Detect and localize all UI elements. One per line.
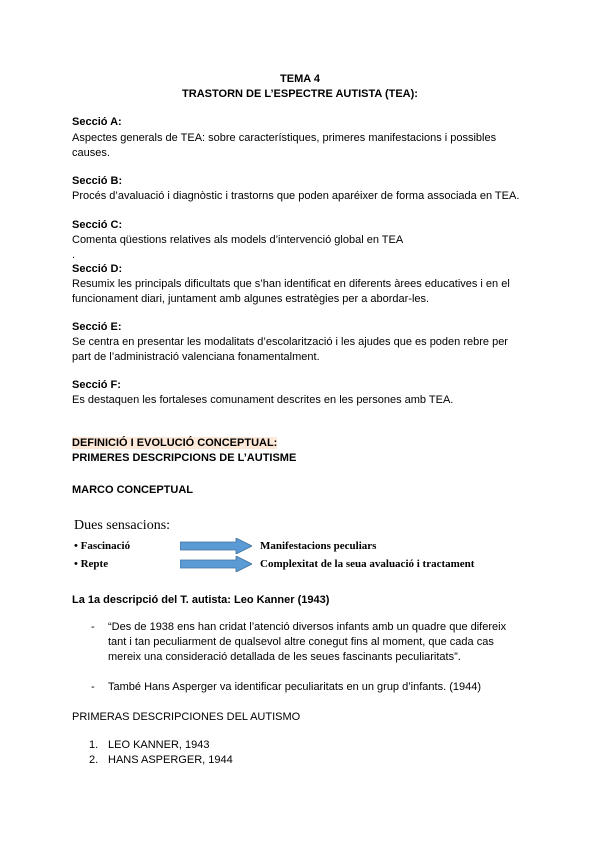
list-number: 1. (89, 739, 99, 751)
definition-heading: DEFINICIÓ I EVOLUCIÓ CONCEPTUAL: (72, 437, 278, 449)
kanner-quote-line: mereix una consideració detallada de les seues fascinants peculiaritats”. (108, 651, 461, 663)
section-d-line: Resumix les principals dificultats que s’han identificat en diferents àrees educatives i en el (72, 278, 510, 290)
section-d-line: funcionament diari, juntament amb algunes estratègies per a abordar-les. (72, 293, 430, 305)
section-c-label: Secció C: (72, 219, 123, 231)
section-b-line: Procés d’avaluació i diagnòstic i trastorns que poden aparéixer de forma associada en TEA. (72, 190, 520, 202)
section-d-label: Secció D: (72, 263, 123, 275)
definition-subheading: PRIMERES DESCRIPCIONS DE L’AUTISME (72, 452, 297, 464)
section-a-label: Secció A: (72, 116, 122, 128)
section-a-line: causes. (72, 147, 110, 159)
section-c-line: . (72, 249, 76, 261)
bullet-marker: - (91, 681, 95, 693)
section-e-line: part de l’administració valenciana fonamentalment. (72, 351, 320, 363)
list-item-asperger: HANS ASPERGER, 1944 (108, 754, 233, 766)
bullet-marker: - (91, 621, 95, 633)
section-f-line: Es destaquen les fortaleses comunament descrites en les persones amb TEA. (72, 394, 454, 406)
section-e-line: Se centra en presentar les modalitats d’escolarització i les ajudes que es poden rebre per (72, 336, 508, 348)
diagram-right-complexitat: Complexitat de la seua avaluació i tractament (260, 558, 475, 570)
right-arrow-icon (180, 538, 252, 554)
asperger-line: També Hans Asperger va identificar peculiaritats en un grup d’infants. (1944) (108, 681, 481, 693)
list-item-kanner: LEO KANNER, 1943 (108, 739, 210, 751)
section-f-label: Secció F: (72, 379, 121, 391)
primeras-heading: PRIMERAS DESCRIPCIONES DEL AUTISMO (72, 711, 301, 723)
kanner-quote-line: tant i tan peculiarment de qualsevol altre conegut fins al moment, que cada cas (108, 636, 494, 648)
marco-heading: MARCO CONCEPTUAL (72, 484, 193, 496)
diagram-right-manifestacions: Manifestacions peculiars (260, 540, 377, 552)
diagram-left-fascinacio: • Fascinació (74, 540, 131, 552)
kanner-heading: La 1a descripció del T. autista: Leo Kanner (1943) (72, 594, 330, 606)
page-title: TRASTORN DE L’ESPECTRE AUTISTA (TEA): (182, 88, 418, 100)
list-number: 2. (89, 754, 99, 766)
section-e-label: Secció E: (72, 321, 122, 333)
kanner-quote-line: “Des de 1938 ens han cridat l’atenció diversos infants amb un quadre que difereix (108, 621, 507, 633)
section-a-line: Aspectes generals de TEA: sobre característiques, primeres manifestacions i possibles (72, 132, 497, 144)
right-arrow-icon (180, 556, 252, 572)
diagram-left-repte: • Repte (74, 558, 109, 570)
section-b-label: Secció B: (72, 175, 123, 187)
diagram-title: Dues sensacions: (74, 518, 171, 533)
section-c-line: Comenta qüestions relatives als models d’intervenció global en TEA (72, 234, 404, 246)
topic-number: TEMA 4 (280, 73, 320, 85)
